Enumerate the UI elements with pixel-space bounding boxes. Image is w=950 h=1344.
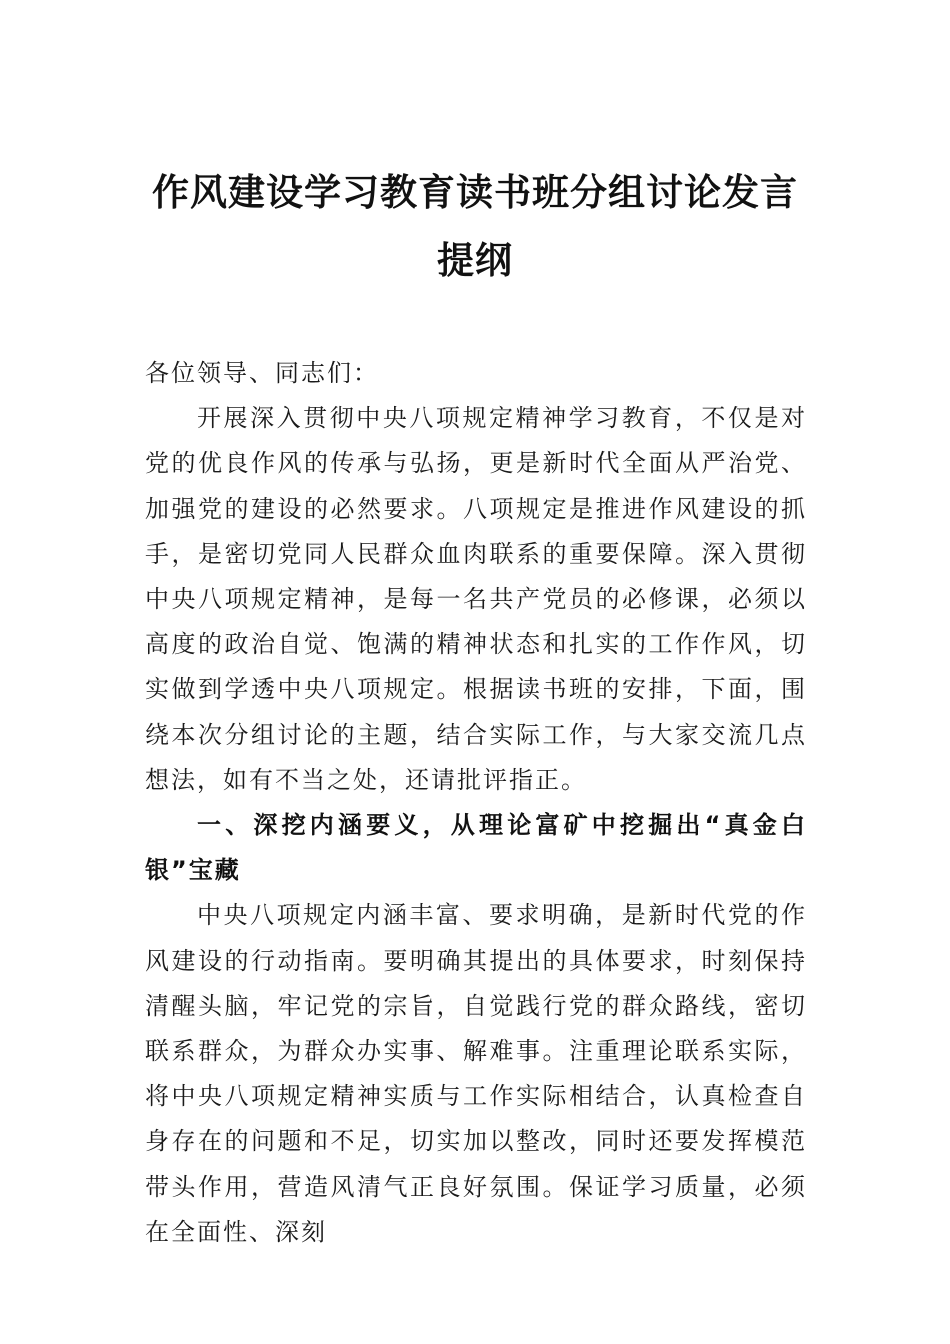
- document-body: [145, 351, 807, 1255]
- intro-paragraph: 开展深入贯彻中央八项规定精神学习教育，不仅是对党的优良作风的传承与弘扬，更是新时代全面从严治党、加强党的建设的必然要求。八项规定是推进作风建设的抓手，是密切党同人民群众血肉联系的重要保障。深入贯彻中央八项规定精神，是每一名共产党员的必修课，必须以高度的政治自觉、饱满的精神状态和扎实的工作作风，切实做到学透中央八项规定。根据读书班的安排，下面，围绕本次分组讨论的主题，结合实际工作，与大家交流几点想法，如有不当之处，还请批评指正。: [145, 404, 807, 794]
- section-1-paragraph: 中央八项规定内涵丰富、要求明确，是新时代党的作风建设的行动指南。要明确其提出的具体要求，时刻保持清醒头脑，牢记党的宗旨，自觉践行党的群众路线，密切联系群众，为群众办实事、解难事。注重理论联系实际，将中央八项规定精神实质与工作实际相结合，认真检查自身存在的问题和不足，切实加以整改，同时还要发挥模范带头作用，营造风清气正良好氛围。保证学习质量，必须在全面性、深刻: [145, 901, 807, 1246]
- salutation: 各位领导、同志们：: [145, 359, 379, 387]
- document-title: 作风建设学习教育读书班分组讨论发言提纲: [152, 170, 798, 282]
- section-1-heading: 一、深挖内涵要义，从理论富矿中挖掘出“真金白银”宝藏: [145, 811, 807, 885]
